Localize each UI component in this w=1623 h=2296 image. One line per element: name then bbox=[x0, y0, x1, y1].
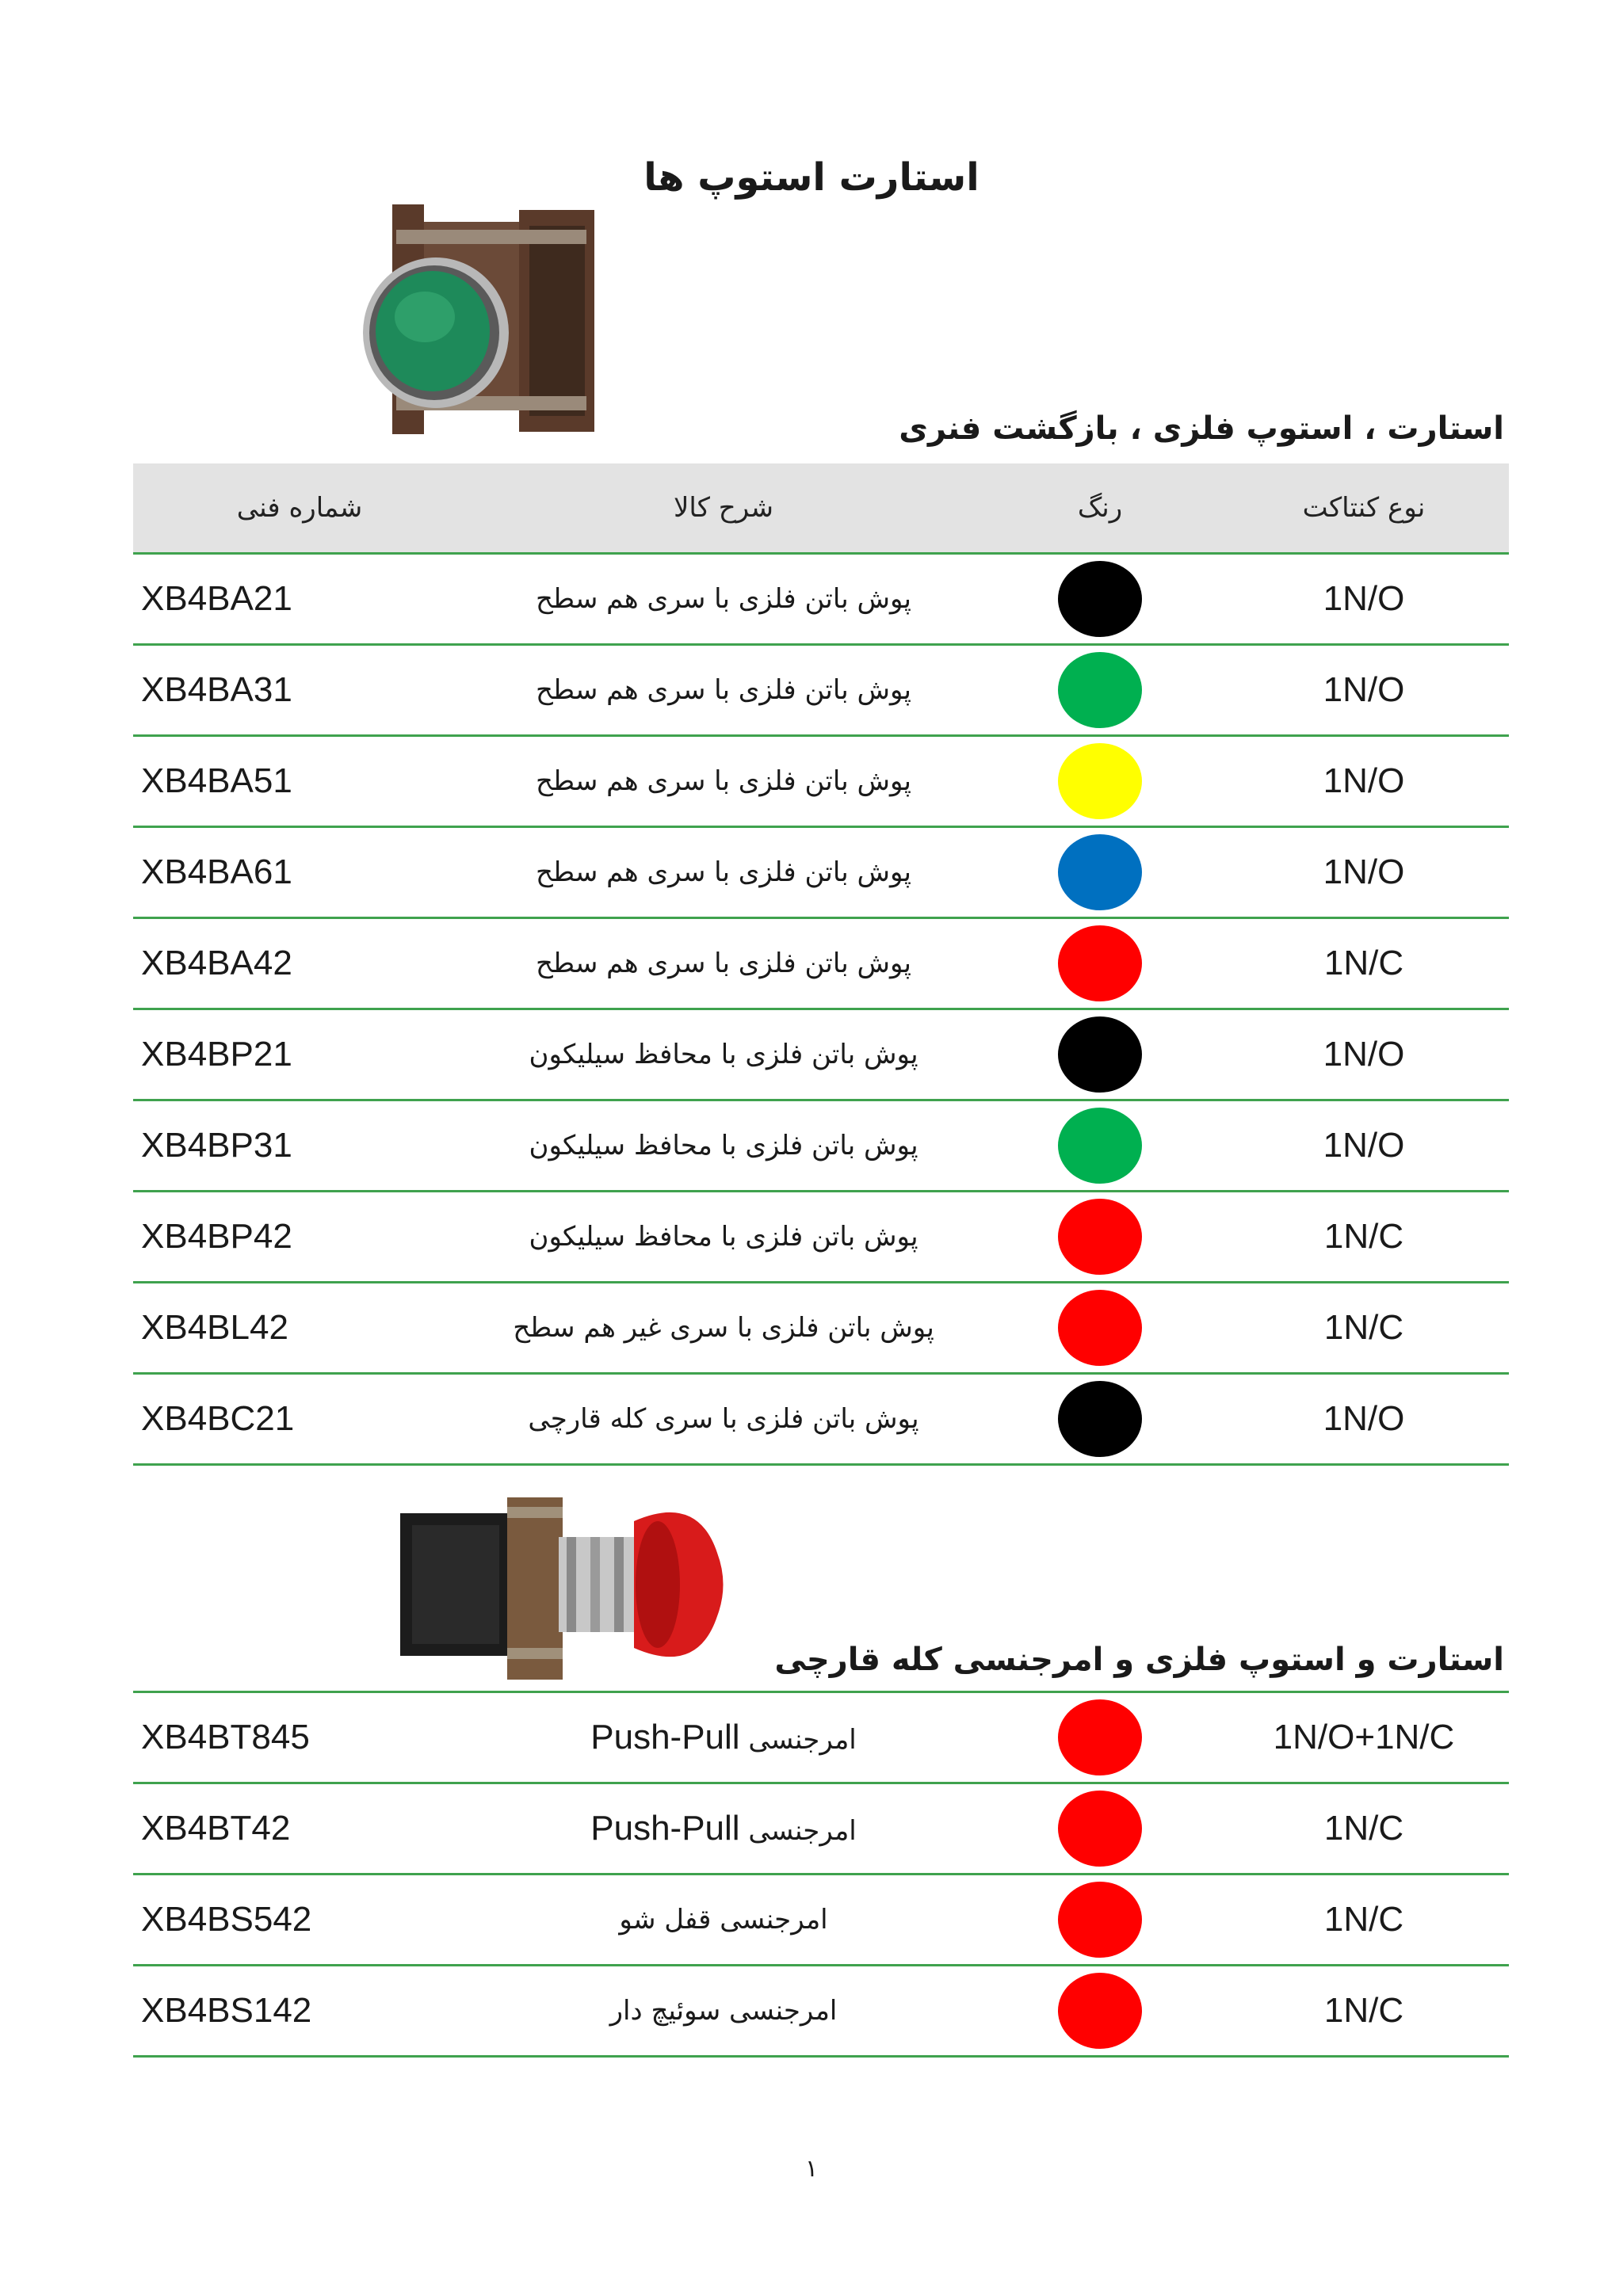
contact-type: 1N/C bbox=[1219, 1192, 1509, 1283]
part-number: XB4BA51 bbox=[133, 736, 466, 827]
color-swatch bbox=[1058, 1699, 1142, 1775]
contact-type: 1N/O bbox=[1219, 1100, 1509, 1192]
color-cell bbox=[981, 1192, 1219, 1283]
emergency-button-table bbox=[133, 1691, 1509, 2058]
description-cell bbox=[466, 1100, 981, 1192]
table-row bbox=[133, 1283, 1509, 1374]
color-swatch bbox=[1058, 743, 1142, 819]
contact-type: 1N/C bbox=[1219, 1783, 1509, 1875]
color-swatch bbox=[1058, 1791, 1142, 1867]
description: پوش باتن فلزی با سری غیر هم سطح bbox=[513, 1312, 934, 1344]
description: پوش باتن فلزی با سری هم سطح bbox=[536, 856, 911, 888]
table-header-row bbox=[133, 463, 1509, 554]
contact-type: 1N/C bbox=[1219, 1283, 1509, 1374]
description-cell bbox=[466, 1283, 981, 1374]
table-row bbox=[133, 1875, 1509, 1966]
part-number: XB4BA42 bbox=[133, 918, 466, 1009]
description-cell bbox=[466, 918, 981, 1009]
description-cell bbox=[466, 1783, 981, 1875]
header-contact-type: نوع کنتاکت bbox=[1219, 463, 1509, 554]
description-cell bbox=[466, 554, 981, 645]
description: پوش باتن فلزی با محافظ سیلیکون bbox=[529, 1221, 918, 1253]
contact-type: 1N/O bbox=[1219, 645, 1509, 736]
description-cell bbox=[466, 1966, 981, 2057]
color-cell bbox=[981, 1692, 1219, 1783]
header-part-number: شماره فنی bbox=[133, 463, 466, 554]
table-row bbox=[133, 554, 1509, 645]
part-number: XB4BL42 bbox=[133, 1283, 466, 1374]
table-row bbox=[133, 1192, 1509, 1283]
section2-title: استارت و استوپ فلزی و امرجنسی کله قارچی bbox=[774, 1642, 1504, 1678]
color-swatch bbox=[1058, 1882, 1142, 1958]
description: پوش باتن فلزی با سری هم سطح bbox=[536, 765, 911, 797]
part-number: XB4BP21 bbox=[133, 1009, 466, 1100]
table-row bbox=[133, 1374, 1509, 1465]
contact-type: 1N/O+1N/C bbox=[1219, 1692, 1509, 1783]
contact-type: 1N/C bbox=[1219, 1875, 1509, 1966]
part-number: XB4BA61 bbox=[133, 827, 466, 918]
part-number: XB4BS542 bbox=[133, 1875, 466, 1966]
part-number: XB4BT42 bbox=[133, 1783, 466, 1875]
table-row bbox=[133, 918, 1509, 1009]
contact-type: 1N/C bbox=[1219, 918, 1509, 1009]
color-cell bbox=[981, 1009, 1219, 1100]
color-swatch bbox=[1058, 1381, 1142, 1457]
description-cell bbox=[466, 736, 981, 827]
description: پوش باتن فلزی با محافظ سیلیکون bbox=[529, 1039, 918, 1070]
description-cell bbox=[466, 1374, 981, 1465]
description: امرجنسی سوئیچ دار bbox=[609, 1995, 838, 2027]
description: پوش باتن فلزی با سری هم سطح bbox=[536, 948, 911, 979]
color-cell bbox=[981, 645, 1219, 736]
description-latin: Push-Pull bbox=[590, 1718, 740, 1756]
description: پوش باتن فلزی با سری هم سطح bbox=[536, 583, 911, 615]
color-swatch bbox=[1058, 561, 1142, 637]
contact-type: 1N/O bbox=[1219, 827, 1509, 918]
part-number: XB4BT845 bbox=[133, 1692, 466, 1783]
red-emergency-button-image bbox=[396, 1489, 729, 1680]
color-swatch bbox=[1058, 1016, 1142, 1093]
description: امرجنسی bbox=[748, 1815, 857, 1847]
color-swatch bbox=[1058, 1108, 1142, 1184]
green-push-button-image bbox=[349, 198, 618, 452]
description-cell bbox=[466, 645, 981, 736]
table-row bbox=[133, 645, 1509, 736]
color-cell bbox=[981, 554, 1219, 645]
color-cell bbox=[981, 1374, 1219, 1465]
contact-type: 1N/C bbox=[1219, 1966, 1509, 2057]
contact-type: 1N/O bbox=[1219, 554, 1509, 645]
description-cell bbox=[466, 1009, 981, 1100]
table-row bbox=[133, 1966, 1509, 2057]
color-cell bbox=[981, 1966, 1219, 2057]
part-number: XB4BS142 bbox=[133, 1966, 466, 2057]
page-title: استارت استوپ ها bbox=[643, 155, 980, 200]
pushbutton-table bbox=[133, 463, 1509, 1466]
color-swatch bbox=[1058, 834, 1142, 910]
table-row bbox=[133, 1009, 1509, 1100]
contact-type: 1N/O bbox=[1219, 1009, 1509, 1100]
part-number: XB4BC21 bbox=[133, 1374, 466, 1465]
description-cell bbox=[466, 827, 981, 918]
description: امرجنسی قفل شو bbox=[619, 1904, 828, 1936]
part-number: XB4BP42 bbox=[133, 1192, 466, 1283]
color-swatch bbox=[1058, 1973, 1142, 2049]
table-row bbox=[133, 1692, 1509, 1783]
contact-type: 1N/O bbox=[1219, 736, 1509, 827]
color-cell bbox=[981, 1875, 1219, 1966]
color-cell bbox=[981, 1100, 1219, 1192]
color-cell bbox=[981, 736, 1219, 827]
description: پوش باتن فلزی با سری هم سطح bbox=[536, 674, 911, 706]
description: امرجنسی bbox=[748, 1724, 857, 1756]
color-swatch bbox=[1058, 925, 1142, 1001]
part-number: XB4BA21 bbox=[133, 554, 466, 645]
description-cell bbox=[466, 1192, 981, 1283]
table-row bbox=[133, 1100, 1509, 1192]
table-row bbox=[133, 1783, 1509, 1875]
table-row bbox=[133, 736, 1509, 827]
color-cell bbox=[981, 1283, 1219, 1374]
header-description: شرح کالا bbox=[466, 463, 981, 554]
contact-type: 1N/O bbox=[1219, 1374, 1509, 1465]
description: پوش باتن فلزی با محافظ سیلیکون bbox=[529, 1130, 918, 1161]
description-cell bbox=[466, 1875, 981, 1966]
description-cell bbox=[466, 1692, 981, 1783]
table-row bbox=[133, 827, 1509, 918]
color-swatch bbox=[1058, 1290, 1142, 1366]
part-number: XB4BP31 bbox=[133, 1100, 466, 1192]
header-color: رنگ bbox=[981, 463, 1219, 554]
description-latin: Push-Pull bbox=[590, 1809, 740, 1848]
color-swatch bbox=[1058, 1199, 1142, 1275]
color-swatch bbox=[1058, 652, 1142, 728]
color-cell bbox=[981, 1783, 1219, 1875]
part-number: XB4BA31 bbox=[133, 645, 466, 736]
section1-title: استارت ، استوپ فلزی ، بازگشت فنری bbox=[899, 410, 1504, 447]
description: پوش باتن فلزی با سری کله قارچی bbox=[528, 1403, 919, 1435]
color-cell bbox=[981, 827, 1219, 918]
page-number: ۱ bbox=[804, 2155, 819, 2183]
color-cell bbox=[981, 918, 1219, 1009]
